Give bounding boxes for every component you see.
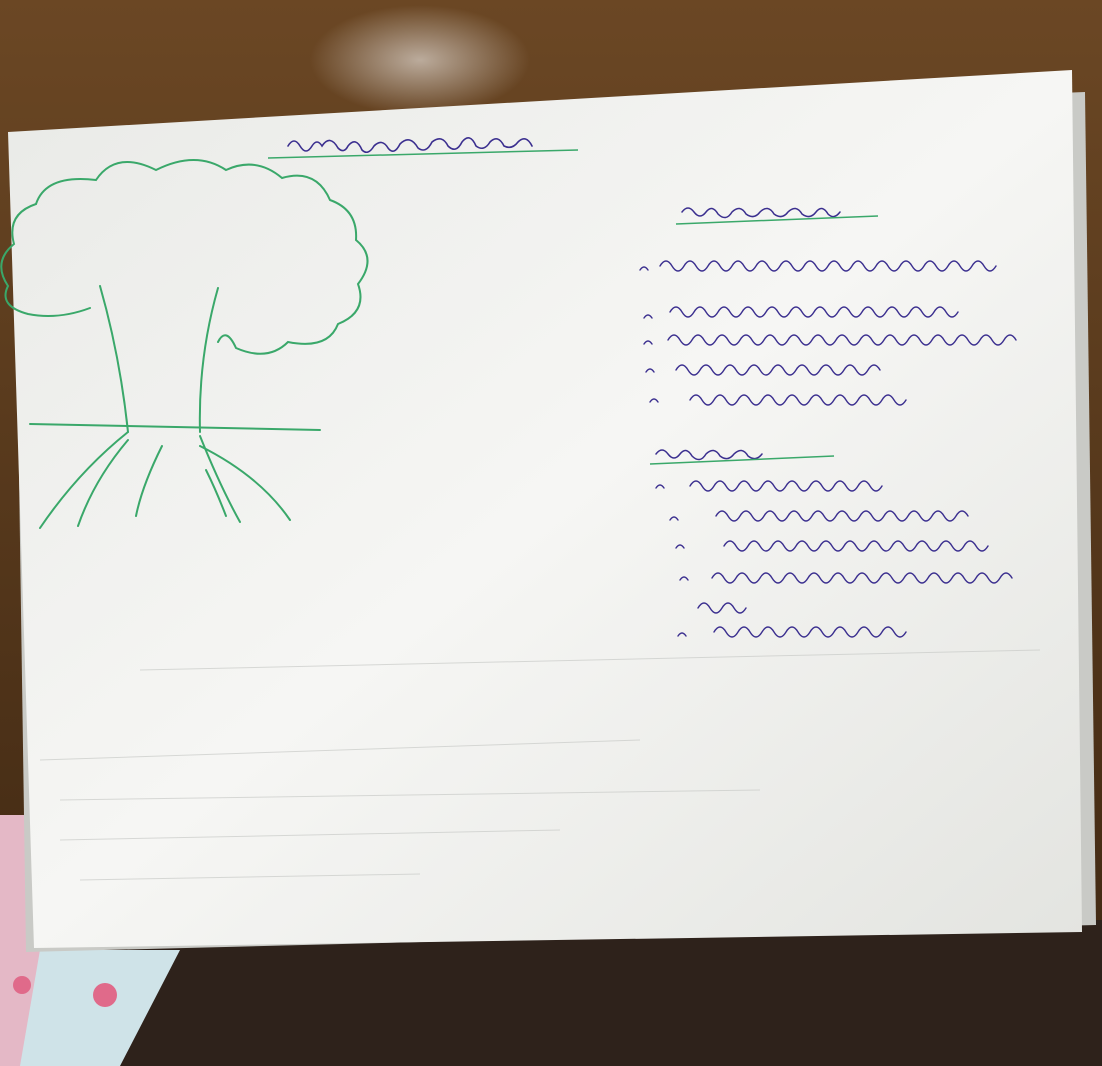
notebook-page [8,70,1082,948]
table-glare [310,5,530,115]
